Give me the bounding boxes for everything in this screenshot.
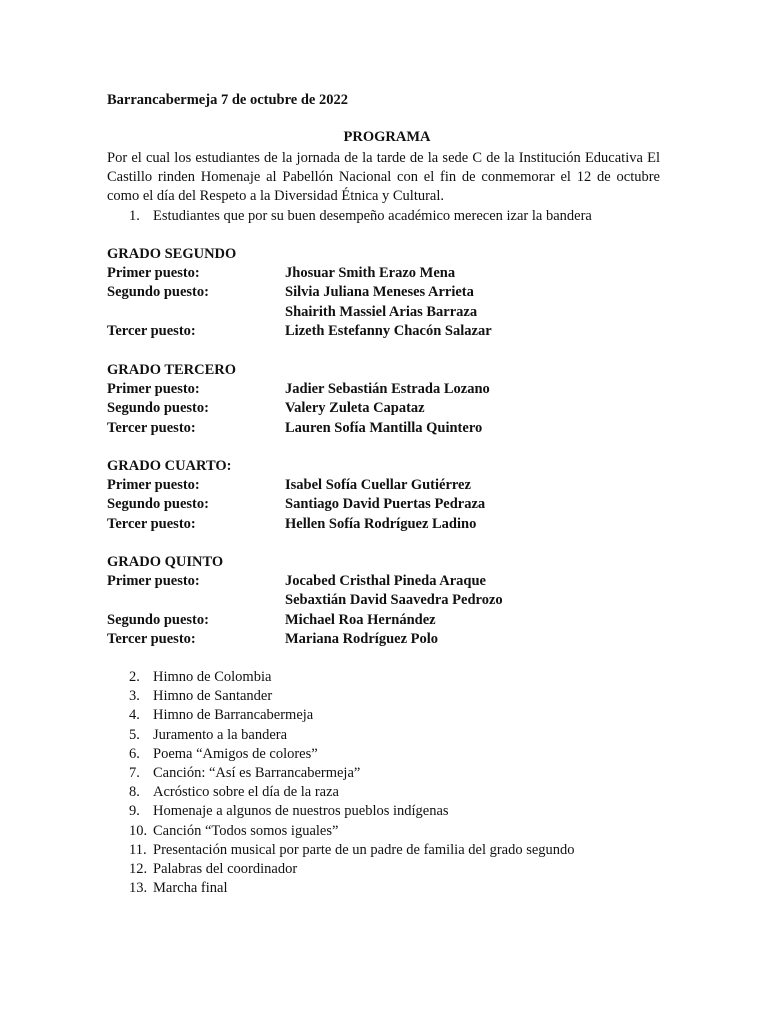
award-label xyxy=(107,303,285,322)
list-item xyxy=(129,668,575,687)
item-text: Canción: “Así es Barrancabermeja” xyxy=(153,764,361,781)
award-row xyxy=(107,399,667,418)
item-text: Acróstico sobre el día de la raza xyxy=(153,784,339,801)
student-name: Jadier Sebastián Estrada Lozano xyxy=(285,381,490,397)
item-number: 11. xyxy=(129,841,147,858)
student-name: Hellen Sofía Rodríguez Ladino xyxy=(285,515,477,532)
list-item xyxy=(129,687,575,706)
item-number: 2. xyxy=(129,669,140,685)
award-row xyxy=(107,515,667,534)
award-row xyxy=(107,322,667,341)
award-label: Segundo puesto: xyxy=(107,496,209,513)
student-name: Lizeth Estefanny Chacón Salazar xyxy=(285,322,492,339)
award-row xyxy=(107,611,667,630)
grade-title: GRADO CUARTO: xyxy=(107,458,232,474)
list-item xyxy=(129,783,575,802)
list-item xyxy=(129,764,575,783)
item-text: Estudiantes que por su buen desempeño académico merecen izar la bandera xyxy=(153,208,592,224)
award-label: Segundo puesto: xyxy=(107,400,209,417)
list-item xyxy=(129,802,575,821)
student-name: Isabel Sofía Cuellar Gutiérrez xyxy=(285,477,471,493)
list-item xyxy=(129,879,575,898)
award-row xyxy=(107,283,667,302)
grade-title: GRADO QUINTO xyxy=(107,554,224,570)
award-label: Segundo puesto: xyxy=(107,611,209,628)
student-name: Shairith Massiel Arias Barraza xyxy=(285,303,478,320)
list-item xyxy=(129,745,575,764)
item-number: 5. xyxy=(129,726,140,743)
list-item xyxy=(129,726,575,745)
list-item xyxy=(129,822,575,841)
award-row xyxy=(107,495,667,514)
award-row xyxy=(107,419,667,438)
student-name: Lauren Sofía Mantilla Quintero xyxy=(285,419,483,436)
student-name: Valery Zuleta Capataz xyxy=(285,400,425,417)
award-row xyxy=(107,380,667,399)
item-text: Homenaje a algunos de nuestros pueblos indígenas xyxy=(153,803,449,820)
intro-paragraph: Por el cual los estudiantes de la jornada de la tarde de la sede C de la Institución Educativa El Castillo rinden Homenaje al Pabellón Nacional con el fin de conmemorar el 12 de octubre como el día del Respeto a la Diversidad Étnica y Cultural. xyxy=(107,150,660,204)
grade-section-tercero xyxy=(107,360,667,438)
document-title: PROGRAMA xyxy=(343,129,431,145)
item-number: 7. xyxy=(129,764,140,781)
item-number: 10. xyxy=(129,822,148,839)
student-name: Silvia Juliana Meneses Arrieta xyxy=(285,284,474,301)
item-text: Palabras del coordinador xyxy=(153,860,298,877)
award-row xyxy=(107,476,667,495)
item-text: Poema “Amigos de colores” xyxy=(153,745,318,762)
list-item xyxy=(129,860,575,879)
first-program-item xyxy=(129,207,592,226)
item-number: 4. xyxy=(129,707,140,724)
item-number: 6. xyxy=(129,745,140,762)
student-name: Jhosuar Smith Erazo Mena xyxy=(285,265,456,281)
item-text: Himno de Colombia xyxy=(153,669,272,685)
grade-section-cuarto xyxy=(107,456,667,534)
item-text: Juramento a la bandera xyxy=(153,726,288,743)
list-item xyxy=(129,706,575,725)
item-number: 8. xyxy=(129,784,140,801)
award-label: Primer puesto: xyxy=(107,477,200,493)
grade-section-quinto xyxy=(107,552,667,649)
item-number: 9. xyxy=(129,803,140,820)
award-row xyxy=(107,264,667,283)
list-item xyxy=(129,841,575,860)
grade-title: GRADO SEGUNDO xyxy=(107,246,237,262)
award-label: Tercer puesto: xyxy=(107,630,196,647)
item-text: Canción “Todos somos iguales” xyxy=(153,822,339,839)
award-label: Tercer puesto: xyxy=(107,515,196,532)
award-label: Primer puesto: xyxy=(107,265,200,281)
award-row xyxy=(107,591,667,610)
student-name: Sebaxtián David Saavedra Pedrozo xyxy=(285,592,503,609)
award-row xyxy=(107,630,667,649)
award-label: Tercer puesto: xyxy=(107,419,196,436)
award-label: Tercer puesto: xyxy=(107,322,196,339)
item-text: Himno de Santander xyxy=(153,688,273,705)
student-name: Santiago David Puertas Pedraza xyxy=(285,496,486,513)
award-label: Primer puesto: xyxy=(107,381,200,397)
item-number: 12. xyxy=(129,860,148,877)
item-text: Marcha final xyxy=(153,880,228,897)
item-number: 3. xyxy=(129,688,140,705)
student-name: Michael Roa Hernández xyxy=(285,611,436,628)
award-label xyxy=(107,591,285,610)
grade-title: GRADO TERCERO xyxy=(107,362,237,378)
award-label: Segundo puesto: xyxy=(107,284,209,301)
award-row xyxy=(107,572,667,591)
grade-section-segundo xyxy=(107,244,667,341)
award-row xyxy=(107,303,667,322)
item-number: 13. xyxy=(129,880,148,897)
item-number: 1. xyxy=(129,208,140,224)
program-list xyxy=(129,668,575,898)
student-name: Mariana Rodríguez Polo xyxy=(285,630,439,647)
award-label: Primer puesto: xyxy=(107,573,200,589)
document-date: Barrancabermeja 7 de octubre de 2022 xyxy=(107,92,348,108)
item-text: Presentación musical por parte de un padre de familia del grado segundo xyxy=(153,841,575,858)
item-text: Himno de Barrancabermeja xyxy=(153,707,314,724)
student-name: Jocabed Cristhal Pineda Araque xyxy=(285,573,486,589)
